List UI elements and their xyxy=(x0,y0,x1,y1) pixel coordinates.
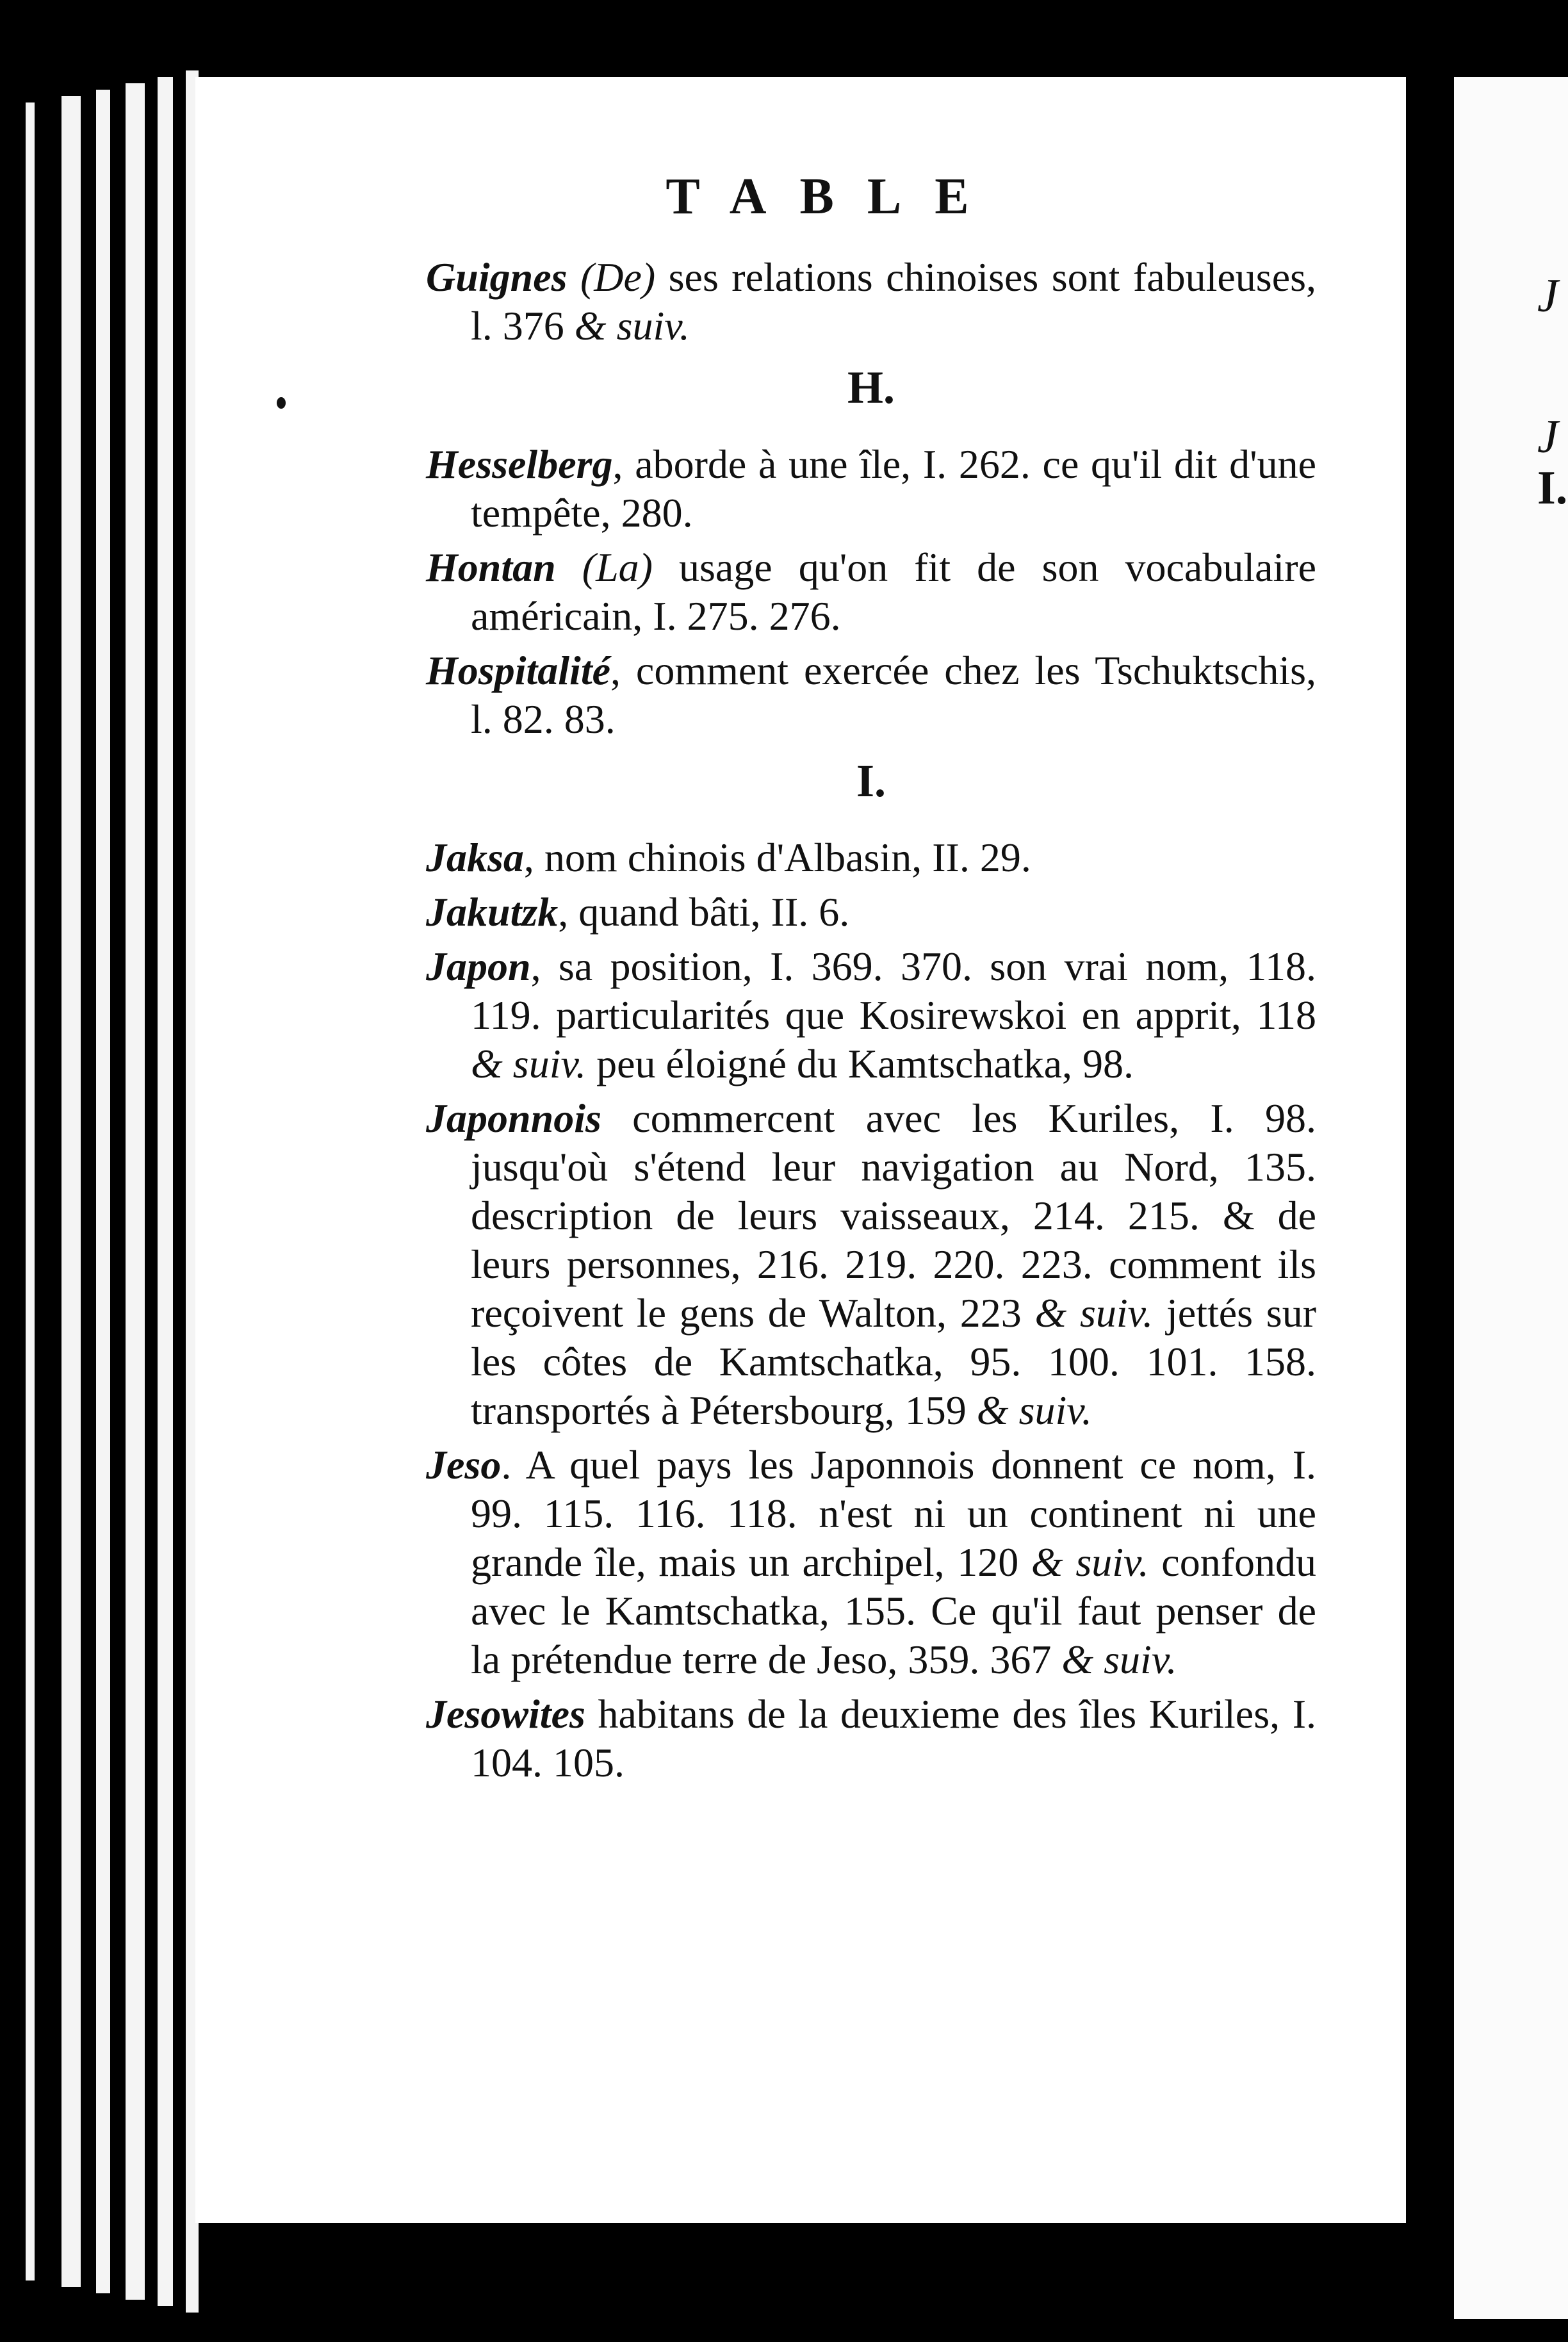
entry-tail: jettés sur les côtes de Kamtschatka, 95. 100. 101. 158. transportés à Pétersbourg, 159 xyxy=(471,1290,1317,1433)
facing-fragment: J xyxy=(1537,411,1558,463)
facing-fragment: I. xyxy=(1537,462,1568,514)
entry-head: Hesselberg xyxy=(426,441,613,487)
index-entry xyxy=(426,942,1316,1088)
entry-text: , comment exercée chez les Tschuktschis, l. 82. 83. xyxy=(471,648,1316,742)
page-edge xyxy=(158,77,173,2306)
entry-text: , sa position, I. 369. 370. son vrai nom, 118. 119. particularités que Kosirewskoi en apprit, 118 xyxy=(471,944,1316,1038)
entry-amp: & xyxy=(1031,1539,1063,1585)
entry-text: usage qu'on fit de son vocabulaire américain, I. 275. 276. xyxy=(471,545,1317,639)
ink-dot xyxy=(277,397,286,409)
entry-suiv: suiv. xyxy=(1075,1539,1149,1585)
entry-amp: & xyxy=(976,1388,1009,1433)
entry-head: Japon xyxy=(426,944,531,989)
entry-head: Jesowites xyxy=(426,1691,585,1737)
index-entry xyxy=(426,1690,1316,1787)
index-entry xyxy=(426,543,1316,641)
entry-suiv: suiv. xyxy=(1018,1388,1092,1433)
page-edge xyxy=(26,102,35,2281)
page-edge xyxy=(96,90,110,2293)
entry-amp: & xyxy=(1061,1637,1094,1682)
entry-suiv: suiv. xyxy=(512,1041,587,1086)
index-entry xyxy=(426,646,1316,744)
entry-text: , aborde à une île, I. 262. ce qu'il dit d'une tempête, 280. xyxy=(471,441,1316,536)
entry-paren: (De) xyxy=(580,254,656,300)
entry-suiv: suiv. xyxy=(616,303,690,348)
entry-tail: peu éloigné du Kamtschatka, 98. xyxy=(586,1041,1134,1086)
index-entry xyxy=(426,253,1316,350)
entry-suiv: suiv. xyxy=(1079,1290,1154,1336)
entry-suiv: suiv. xyxy=(1104,1637,1177,1682)
facing-page xyxy=(1454,77,1568,2319)
index-entry xyxy=(426,1094,1316,1435)
entry-head: Hospitalité xyxy=(426,648,610,693)
index-entries xyxy=(426,253,1316,1793)
entry-head: Guignes xyxy=(426,254,568,300)
entry-amp: & xyxy=(1034,1290,1067,1336)
entry-paren: (La) xyxy=(582,545,653,590)
index-entry xyxy=(426,833,1316,882)
entry-head: Jeso xyxy=(426,1442,502,1487)
entry-head: Japonnois xyxy=(426,1095,601,1141)
entry-text: ses relations chinoises sont fabuleuses, l. 376 xyxy=(471,254,1317,348)
entry-amp: & xyxy=(574,303,607,348)
entry-head: Hontan xyxy=(426,545,556,590)
entry-text: habitans de la deuxieme des îles Kuriles, I. 104. 105. xyxy=(471,1691,1316,1785)
section-letter-i: I. xyxy=(856,755,886,807)
entry-text: , quand bâti, II. 6. xyxy=(558,889,850,935)
entry-tail: confondu avec le Kamtschatka, 155. Ce qu'il faut penser de la prétendue terre de Jeso, 359. 367 xyxy=(471,1539,1317,1682)
index-entry xyxy=(426,1441,1316,1684)
page-edge xyxy=(61,96,81,2287)
entry-text: commercent avec les Kuriles, I. 98. jusqu'où s'étend leur navigation au Nord, 135. description de leurs vaisseaux, 214. 215. & de leurs personnes, 216. 219. 220. 223. comment ils reçoivent le gens de Walton, 223 xyxy=(471,1095,1316,1336)
entry-head: Jakutzk xyxy=(426,889,559,935)
index-entry xyxy=(426,440,1316,537)
running-title: TABLE xyxy=(666,168,1002,225)
page-edge xyxy=(126,83,145,2300)
entry-amp: & xyxy=(471,1041,503,1086)
entry-text: . A quel pays les Japonnois donnent ce nom, I. 99. 115. 116. 118. n'est ni un continent ni une grande île, mais un archipel, 120 xyxy=(471,1442,1316,1585)
section-letter-h: H. xyxy=(847,362,895,413)
facing-fragment: J xyxy=(1537,270,1558,322)
entry-text: , nom chinois d'Albasin, II. 29. xyxy=(523,835,1031,880)
entry-head: Jaksa xyxy=(426,835,524,880)
index-entry xyxy=(426,888,1316,937)
